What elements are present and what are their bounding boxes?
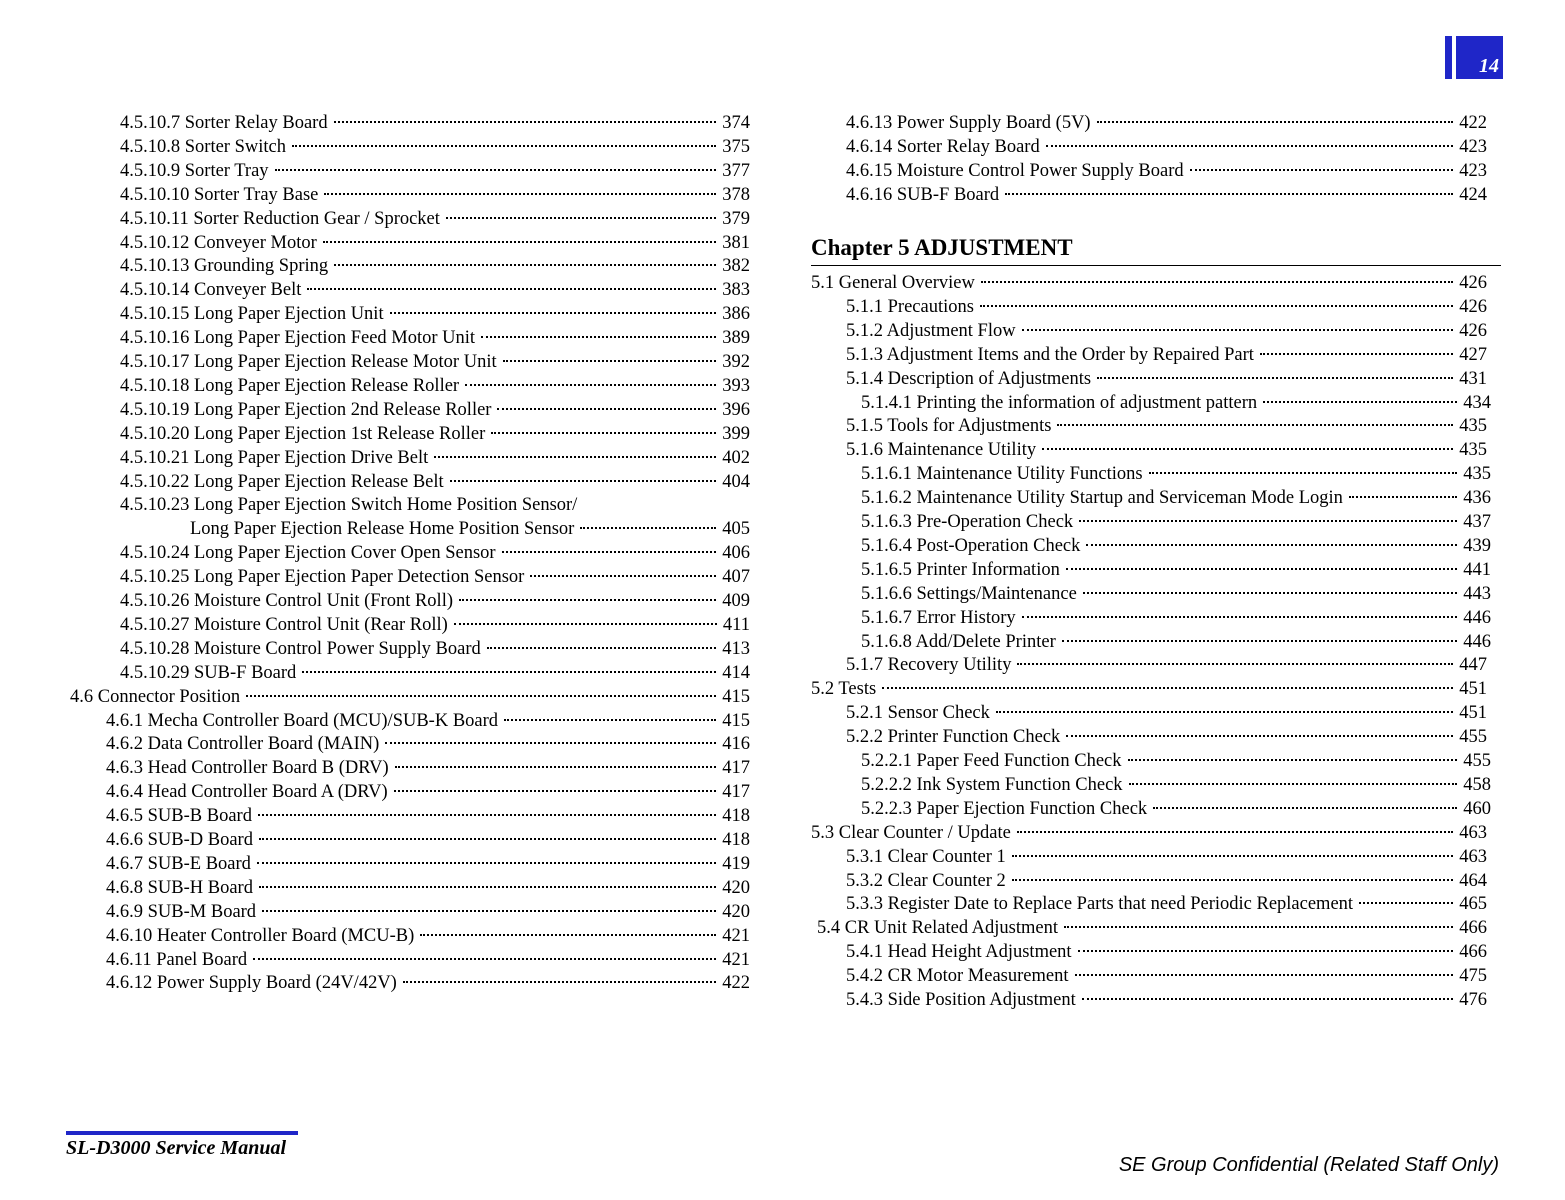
toc-entry-page: 435 [1463, 464, 1491, 485]
dot-leader [253, 958, 716, 960]
dot-leader [1017, 831, 1453, 833]
toc-entry [70, 685, 750, 709]
toc-entry [846, 725, 1487, 749]
dot-leader [1005, 193, 1453, 195]
toc-entry-title: 5.3.1 Clear Counter 1 [846, 846, 1006, 867]
toc-entry [861, 534, 1491, 558]
toc-entry [120, 254, 750, 278]
toc-entry-title: 4.5.10.28 Moisture Control Power Supply Board [120, 638, 481, 659]
toc-entry-page: 389 [722, 328, 750, 349]
dot-leader [307, 288, 716, 290]
toc-entry-title: 4.6.6 SUB-D Board [106, 830, 253, 850]
dot-leader [246, 695, 716, 697]
toc-entry [120, 613, 750, 637]
toc-entry-title: 4.6.4 Head Controller Board A (DRV) [106, 782, 388, 803]
toc-entry-page: 420 [722, 901, 750, 922]
toc-entry [120, 231, 750, 255]
page-number-badge [1445, 36, 1503, 79]
toc-entry-title: 4.5.10.25 Long Paper Ejection Paper Detection Sensor [120, 567, 525, 588]
dot-leader [1057, 424, 1453, 426]
toc-entry-page: 423 [1459, 136, 1487, 157]
toc-entry-title: 4.5.10.12 Conveyer Motor [120, 232, 317, 253]
toc-entry-page: 379 [722, 208, 750, 229]
toc-entry-page: 439 [1463, 535, 1491, 556]
toc-entry [846, 295, 1487, 319]
toc-entry [861, 606, 1491, 630]
dot-leader [1086, 544, 1457, 546]
toc-entry-title: 4.6.8 SUB-H Board [106, 877, 253, 898]
dot-leader [530, 575, 716, 577]
dot-leader [1260, 353, 1453, 355]
dot-leader [420, 934, 716, 936]
toc-entry-title: 4.5.10.11 Sorter Reduction Gear / Sprocket [120, 208, 440, 229]
toc-entry-page: 418 [722, 806, 750, 827]
toc-entry-title: 5.2.2 Printer Function Check [846, 727, 1061, 748]
toc-entry-page: 466 [1459, 918, 1487, 939]
dot-leader [450, 480, 717, 482]
toc-entry [846, 135, 1487, 159]
dot-leader [459, 599, 716, 601]
toc-entry-page: 475 [1459, 966, 1487, 987]
dot-leader [395, 766, 717, 768]
toc-entry-page: 434 [1463, 392, 1491, 413]
toc-entry [846, 701, 1487, 725]
dot-leader [1129, 783, 1458, 785]
toc-entry-page: 441 [1463, 559, 1491, 580]
toc-entry-page: 411 [722, 614, 750, 635]
toc-entry-title: 5.1.6.3 Pre-Operation Check [861, 512, 1074, 532]
dot-leader [580, 527, 716, 529]
toc-entry [846, 367, 1487, 391]
toc-entry [846, 940, 1487, 964]
dot-leader [258, 814, 716, 816]
toc-entry-page: 437 [1463, 512, 1491, 532]
toc-entry-title: 5.1 General Overview [811, 273, 975, 293]
dot-leader [323, 241, 716, 243]
toc-entry-page: 417 [722, 758, 750, 779]
toc-entry-title: 4.6.16 SUB-F Board [846, 184, 1000, 205]
toc-entry-page: 416 [722, 734, 750, 755]
toc-entry [120, 207, 750, 231]
toc-entry [106, 732, 750, 756]
toc-entry [106, 828, 750, 852]
toc-entry [120, 159, 750, 183]
toc-entry-title: 5.2.2.2 Ink System Function Check [861, 774, 1123, 795]
toc-entry [846, 869, 1487, 893]
toc-entry [120, 135, 750, 159]
dot-leader [1263, 401, 1457, 403]
toc-entry [120, 446, 750, 470]
toc-entry [811, 271, 1487, 295]
toc-entry-page: 436 [1463, 488, 1491, 509]
dot-leader [481, 336, 716, 338]
toc-entry-page: 451 [1459, 679, 1487, 700]
toc-entry-page: 404 [722, 471, 750, 492]
toc-entry-title: 4.6.11 Panel Board [106, 949, 248, 970]
dot-leader [465, 384, 716, 386]
toc-entry [120, 422, 750, 446]
dot-leader [1062, 640, 1458, 642]
toc-entry [861, 630, 1491, 654]
toc-entry-title: 4.5.10.20 Long Paper Ejection 1st Release Roller [120, 423, 486, 444]
toc-entry-title: 4.5.10.8 Sorter Switch [120, 136, 286, 157]
toc-entry [861, 797, 1491, 821]
toc-entry-title: 5.1.6.7 Error History [861, 607, 1016, 628]
toc-entry-page: 455 [1463, 751, 1491, 771]
dot-leader [403, 981, 716, 983]
manual-title: SL-D3000 Service Manual [66, 1137, 286, 1159]
toc-entry [846, 988, 1487, 1012]
dot-leader [1017, 663, 1453, 665]
toc-entry-title: 4.5.10.27 Moisture Control Unit (Rear Roll) [120, 614, 448, 635]
toc-entry [190, 517, 750, 541]
toc-entry-title: 4.5.10.10 Sorter Tray Base [120, 184, 319, 205]
dot-leader [334, 264, 716, 266]
toc-entry-title: 4.5.10.19 Long Paper Ejection 2nd Release Roller [120, 399, 492, 420]
toc-entry-page: 447 [1459, 655, 1487, 676]
toc-entry [106, 804, 750, 828]
dot-leader [980, 305, 1453, 307]
toc-entry-title: 5.1.4 Description of Adjustments [846, 368, 1092, 389]
toc-entry-title: 5.1.6.8 Add/Delete Printer [861, 631, 1056, 652]
dot-leader [257, 862, 716, 864]
toc-entry [811, 677, 1487, 701]
toc-entry [120, 565, 750, 589]
toc-entry-page: 382 [722, 256, 750, 277]
toc-entry-page: 427 [1459, 344, 1487, 365]
toc-entry [846, 892, 1487, 916]
toc-entry-title: 4.6.9 SUB-M Board [106, 901, 257, 922]
toc-entry-title: 5.1.6.5 Printer Information [861, 559, 1060, 580]
page-number: 14 [1479, 55, 1499, 77]
toc-entry [846, 438, 1487, 462]
toc-entry-page: 426 [1459, 273, 1487, 293]
toc-entry [846, 964, 1487, 988]
toc-entry-title: 4.6.13 Power Supply Board (5V) [846, 113, 1091, 133]
toc-entry-title: 5.1.6.2 Maintenance Utility Startup and Serviceman Mode Login [861, 488, 1343, 509]
toc-entry-page: 424 [1459, 184, 1487, 205]
toc-entry-title: 5.3.3 Register Date to Replace Parts that need Periodic Replacement [846, 894, 1354, 915]
toc-entry-title: 4.5.10.17 Long Paper Ejection Release Motor Unit [120, 352, 497, 372]
toc-entry-page: 417 [722, 782, 750, 803]
toc-entry [846, 653, 1487, 677]
toc-entry [861, 749, 1491, 773]
toc-entry-title: 4.5.10.29 SUB-F Board [120, 662, 297, 683]
toc-entry-page: 460 [1463, 798, 1491, 819]
toc-entry-page: 455 [1459, 727, 1487, 748]
dot-leader [1097, 377, 1453, 379]
toc-entry-page: 426 [1459, 296, 1487, 317]
toc-entry [861, 391, 1491, 415]
toc-entry-page: 422 [1459, 113, 1487, 133]
dot-leader [302, 671, 716, 673]
toc-entry-title: 5.4 CR Unit Related Adjustment [817, 918, 1059, 939]
toc-entry-page: 378 [722, 184, 750, 205]
toc-entry-title: 4.6.15 Moisture Control Power Supply Board [846, 160, 1184, 181]
dot-leader [1082, 998, 1454, 1000]
dot-leader [1097, 121, 1454, 123]
toc-entry [106, 852, 750, 876]
toc-entry-page: 420 [722, 877, 750, 898]
toc-entry-page: 392 [722, 352, 750, 372]
toc-entry-page: 463 [1459, 822, 1487, 843]
toc-entry-title: 4.6.10 Heater Controller Board (MCU-B) [106, 925, 415, 946]
toc-entry [846, 343, 1487, 367]
toc-entry-page: 458 [1463, 774, 1491, 795]
toc-entry [120, 470, 750, 494]
dot-leader [259, 886, 716, 888]
toc-entry [861, 773, 1491, 797]
dot-leader [275, 169, 717, 171]
toc-entry-title: 5.1.6.4 Post-Operation Check [861, 535, 1081, 556]
toc-entry-page: 422 [722, 973, 750, 994]
dot-leader [981, 281, 1453, 283]
toc-entry-page: 419 [722, 853, 750, 874]
toc-entry-title: 5.1.6 Maintenance Utility [846, 440, 1037, 461]
toc-entry [120, 541, 750, 565]
toc-entry-title: 4.5.10.14 Conveyer Belt [120, 280, 302, 301]
toc-entry-title: 4.5.10.21 Long Paper Ejection Drive Belt [120, 447, 429, 468]
toc-entry-page: 414 [722, 662, 750, 683]
toc-entry-title: 4.6.1 Mecha Controller Board (MCU)/SUB-K Board [106, 710, 499, 731]
toc-entry [861, 582, 1491, 606]
toc-entry-title: 5.1.5 Tools for Adjustments [846, 416, 1052, 437]
toc-entry [846, 319, 1487, 343]
toc-entry [120, 278, 750, 302]
toc-entry-page: 415 [722, 710, 750, 731]
toc-entry [106, 924, 750, 948]
toc-entry-page: 405 [722, 519, 750, 540]
dot-leader [1066, 735, 1453, 737]
dot-leader [262, 910, 716, 912]
toc-entry-page: 393 [722, 375, 750, 396]
toc-entry-page: 399 [722, 423, 750, 444]
toc-entry-page: 446 [1463, 631, 1491, 652]
toc-entry-title: 5.4.1 Head Height Adjustment [846, 942, 1072, 963]
dot-leader [1075, 974, 1454, 976]
dot-leader [1022, 616, 1458, 618]
toc-entry-page: 426 [1459, 320, 1487, 341]
toc-entry [120, 589, 750, 613]
toc-entry-page: 466 [1459, 942, 1487, 963]
toc-entry [846, 414, 1487, 438]
dot-leader [996, 711, 1453, 713]
dot-leader [1083, 592, 1457, 594]
toc-entry [120, 398, 750, 422]
dot-leader [1349, 496, 1457, 498]
toc-entry-page: 451 [1459, 703, 1487, 724]
toc-entry-page: 406 [722, 543, 750, 564]
toc-entry [106, 756, 750, 780]
dot-leader [504, 719, 716, 721]
toc-entry [861, 462, 1491, 486]
toc-entry-title: 5.1.6.1 Maintenance Utility Functions [861, 464, 1143, 485]
toc-entry [846, 183, 1487, 207]
dot-leader [259, 838, 716, 840]
toc-entry-page: 435 [1459, 416, 1487, 437]
toc-entry-page: 413 [722, 638, 750, 659]
toc-entry-page: 464 [1459, 870, 1487, 891]
toc-entry-title: 4.5.10.13 Grounding Spring [120, 256, 329, 277]
toc-entry-title: 4.5.10.26 Moisture Control Unit (Front Roll) [120, 591, 453, 611]
dot-leader [882, 687, 1453, 689]
dot-leader [503, 360, 717, 362]
toc-entry-title: 5.1.7 Recovery Utility [846, 655, 1012, 676]
footer-divider [66, 1131, 298, 1135]
toc-entry-title: 5.3 Clear Counter / Update [811, 822, 1011, 843]
toc-entry-page: 435 [1459, 440, 1487, 461]
toc-entry-title: 4.5.10.18 Long Paper Ejection Release Roller [120, 375, 460, 396]
dot-leader [334, 121, 717, 123]
toc-entry-page: 381 [722, 232, 750, 253]
dot-leader [1190, 169, 1454, 171]
toc-entry-page: 386 [722, 304, 750, 325]
toc-entry-page: 377 [722, 160, 750, 181]
toc-entry-page: 407 [722, 567, 750, 588]
dot-leader [1079, 520, 1457, 522]
toc-entry-page: 421 [722, 949, 750, 970]
toc-entry-title: 4.6.3 Head Controller Board B (DRV) [106, 758, 389, 779]
toc-entry [120, 111, 750, 135]
dot-leader [1046, 145, 1454, 147]
toc-entry-title: 5.4.3 Side Position Adjustment [846, 990, 1076, 1010]
toc-entry [120, 350, 750, 374]
toc-entry [106, 971, 750, 995]
dot-leader [454, 623, 717, 625]
toc-entry-title: Long Paper Ejection Release Home Position Sensor [190, 519, 575, 540]
toc-entry-page: 443 [1463, 583, 1491, 604]
toc-entry-title: 4.6 Connector Position [70, 686, 241, 707]
dot-leader [324, 193, 716, 195]
toc-entry [106, 876, 750, 900]
toc-entry-title: 4.6.5 SUB-B Board [106, 806, 252, 827]
toc-entry-page: 415 [722, 686, 750, 707]
toc-entry-title: 5.1.3 Adjustment Items and the Order by Repaired Part [846, 344, 1254, 365]
toc-entry-title: 5.2.2.3 Paper Ejection Function Check [861, 798, 1148, 819]
dot-leader [1359, 902, 1453, 904]
toc-entry-title: 5.1.6.6 Settings/Maintenance [861, 583, 1077, 604]
dot-leader [1012, 879, 1453, 881]
toc-entry-title: 4.6.7 SUB-E Board [106, 853, 251, 874]
toc-entry-title: 5.2.2.1 Paper Feed Function Check [861, 751, 1122, 771]
toc-entry-title: 5.3.2 Clear Counter 2 [846, 870, 1006, 891]
toc-entry-title: 4.5.10.15 Long Paper Ejection Unit [120, 304, 384, 325]
dot-leader [1066, 568, 1457, 570]
toc-entry-page: 423 [1459, 160, 1487, 181]
dot-leader [1012, 855, 1453, 857]
toc-entry-page: 431 [1459, 368, 1487, 389]
toc-entry [106, 709, 750, 733]
toc-entry-page: 418 [722, 830, 750, 850]
toc-entry [120, 302, 750, 326]
toc-entry-title: 4.5.10.22 Long Paper Ejection Release Belt [120, 471, 444, 492]
dot-leader [1064, 926, 1453, 928]
toc-entry-page: 463 [1459, 846, 1487, 867]
toc-entry [106, 780, 750, 804]
dot-leader [502, 551, 717, 553]
toc-entry [120, 183, 750, 207]
toc-entry-page: 421 [722, 925, 750, 946]
toc-entry-page: 476 [1459, 990, 1487, 1010]
toc-entry [106, 948, 750, 972]
dot-leader [385, 742, 716, 744]
dot-leader [487, 647, 717, 649]
toc-entry-page: 396 [722, 399, 750, 420]
toc-entry [817, 916, 1487, 940]
toc-entry-page: 375 [722, 136, 750, 157]
toc-entry-page: 374 [722, 113, 750, 133]
toc-entry-title: 5.2 Tests [811, 679, 877, 700]
toc-entry-title: 4.6.2 Data Controller Board (MAIN) [106, 734, 380, 755]
dot-leader [497, 408, 716, 410]
toc-entry [861, 558, 1491, 582]
confidential-notice: SE Group Confidential (Related Staff Only) [1118, 1154, 1499, 1176]
toc-entry-title: 4.5.10.7 Sorter Relay Board [120, 113, 328, 133]
dot-leader [491, 432, 716, 434]
toc-entry-page: 465 [1459, 894, 1487, 915]
toc-entry [106, 900, 750, 924]
toc-entry-title: 4.5.10.9 Sorter Tray [120, 160, 269, 181]
dot-leader [1022, 329, 1454, 331]
toc-entry [846, 111, 1487, 135]
dot-leader [434, 456, 716, 458]
toc-entry-title: 4.6.14 Sorter Relay Board [846, 136, 1040, 157]
toc-entry [120, 661, 750, 685]
toc-entry: 4.5.10.23 Long Paper Ejection Switch Home Position Sensor/ [120, 495, 578, 516]
dot-leader [292, 145, 716, 147]
toc-entry [846, 845, 1487, 869]
chapter-title: Chapter 5 ADJUSTMENT [811, 235, 1073, 260]
toc-entry [120, 637, 750, 661]
toc-entry-title: 5.4.2 CR Motor Measurement [846, 966, 1069, 987]
toc-entry-page: 383 [722, 280, 750, 301]
toc-entry-title: 5.2.1 Sensor Check [846, 703, 990, 724]
toc-entry [846, 159, 1487, 183]
toc-entry [120, 326, 750, 350]
toc-entry-title: 4.6.12 Power Supply Board (24V/42V) [106, 973, 397, 994]
toc-entry-title: 5.1.1 Precautions [846, 296, 974, 317]
dot-leader [1042, 448, 1453, 450]
dot-leader [390, 312, 717, 314]
toc-entry [861, 486, 1491, 510]
toc-entry [120, 374, 750, 398]
dot-leader [394, 790, 717, 792]
dot-leader [1128, 759, 1458, 761]
toc-entry-title: 4.5.10.24 Long Paper Ejection Cover Open Sensor [120, 543, 496, 564]
toc-entry-page: 446 [1463, 607, 1491, 628]
toc-entry [811, 821, 1487, 845]
dot-leader [1153, 807, 1457, 809]
toc-entry-page: 409 [722, 591, 750, 611]
toc-entry-title: 5.1.4.1 Printing the information of adjustment pattern [861, 392, 1258, 413]
dot-leader [446, 217, 716, 219]
toc-entry-title: 5.1.2 Adjustment Flow [846, 320, 1016, 341]
chapter-divider [811, 265, 1501, 266]
toc-entry-page: 402 [722, 447, 750, 468]
toc-entry [861, 510, 1491, 534]
dot-leader [1078, 950, 1454, 952]
toc-entry-title: 4.5.10.16 Long Paper Ejection Feed Motor Unit [120, 328, 476, 349]
dot-leader [1149, 472, 1458, 474]
